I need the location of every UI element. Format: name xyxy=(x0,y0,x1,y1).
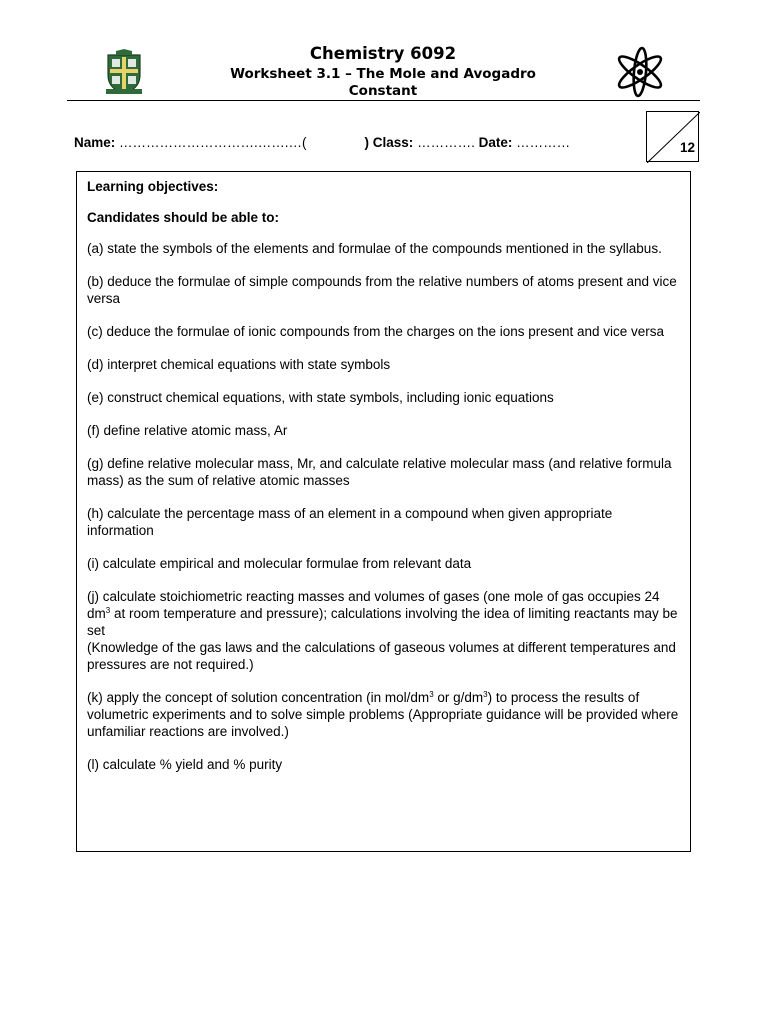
objective-h: (h) calculate the percentage mass of an element in a compound when given appropriate information xyxy=(87,506,613,538)
objective-a: (a) state the symbols of the elements and formulae of the compounds mentioned in the syllabus. xyxy=(87,241,662,256)
objective-e: (e) construct chemical equations, with state symbols, including ionic equations xyxy=(87,390,554,405)
objective-j: (j) calculate stoichiometric reacting masses and volumes of gases (one mole of gas occupies 24 $dm^3$ at room temperature and pressure); calculations involving the idea of limiting reactants may be set xyxy=(87,589,678,638)
score-divider xyxy=(647,112,700,163)
worksheet-subtitle xyxy=(200,66,566,100)
name-label: Name: xyxy=(74,135,116,150)
class-label: ) Class: xyxy=(364,135,414,150)
objective-l: (l) calculate % yield and % purity xyxy=(87,757,283,772)
date-label: Date: xyxy=(478,135,513,150)
objective-i: (i) calculate empirical and molecular formulae from relevant data xyxy=(87,556,472,571)
page-title: Chemistry 6092 xyxy=(309,44,457,63)
objectives-heading: Learning objectives: xyxy=(87,179,219,194)
objective-f: (f) define relative atomic mass, Ar xyxy=(87,423,288,438)
date-field[interactable]: ………… xyxy=(516,135,571,150)
objective-c: (c) deduce the formulae of ionic compounds from the charges on the ions present and vice versa xyxy=(87,324,665,339)
subtitle-line-2: Constant xyxy=(348,83,418,99)
objectives-subheading: Candidates should be able to: xyxy=(87,210,280,225)
objective-j-note: (Knowledge of the gas laws and the calculations of gaseous volumes at different temperatures and pressures are not required.) xyxy=(87,640,676,672)
score-box xyxy=(646,111,699,162)
student-info-row xyxy=(74,135,570,150)
atom-icon xyxy=(610,44,670,100)
class-field[interactable]: …………. xyxy=(417,135,475,150)
score-total: 12 xyxy=(679,140,695,155)
objective-d: (d) interpret chemical equations with state symbols xyxy=(87,357,391,372)
objective-k: (k) apply the concept of solution concentration (in mol/$dm^3$ or $g/dm^3$) to process the results of volumetric experiments and to solve simple problems (Appropriate guidance will be provided where unfamiliar reactions are involved.) xyxy=(87,690,679,739)
header-rule xyxy=(67,100,700,101)
learning-objectives-box xyxy=(76,171,691,852)
subtitle-line-1: Worksheet 3.1 – The Mole and Avogadro xyxy=(230,66,536,82)
name-field[interactable]: ………………………….…….…( xyxy=(119,135,307,150)
objective-g: (g) define relative molecular mass, Mr, and calculate relative molecular mass (and relative formula mass) as the sum of relative atomic masses xyxy=(87,456,672,488)
school-crest-icon xyxy=(104,49,144,95)
objective-b: (b) deduce the formulae of simple compounds from the relative numbers of atoms present and vice versa xyxy=(87,274,677,306)
